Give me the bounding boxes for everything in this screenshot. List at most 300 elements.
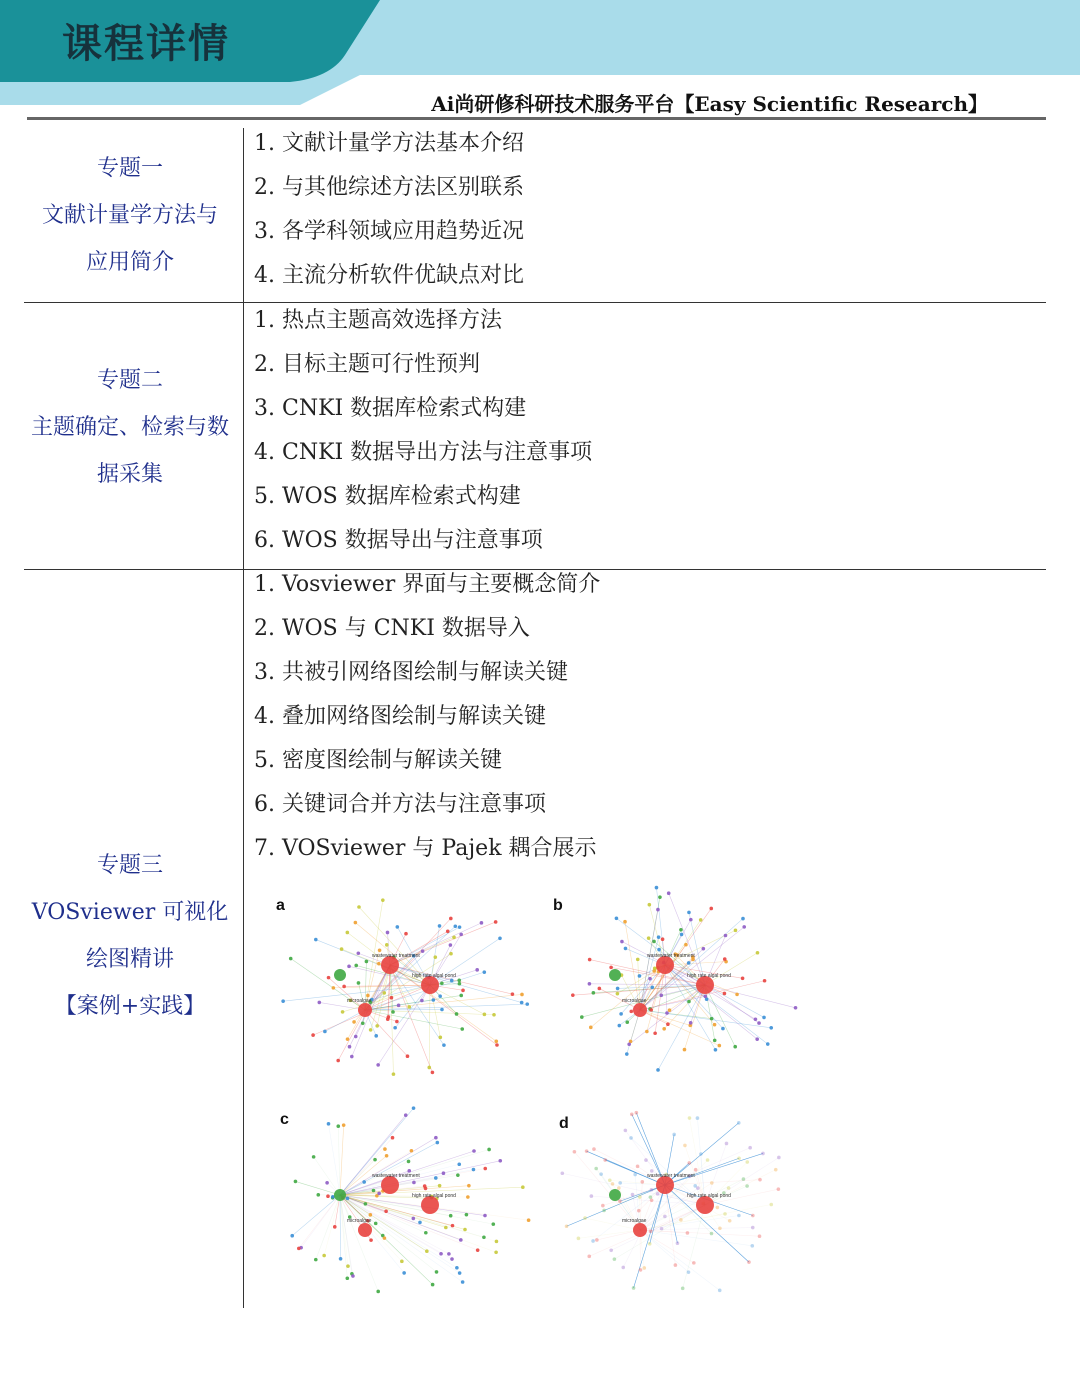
- network-node: [668, 1008, 672, 1012]
- network-node: [487, 1148, 491, 1152]
- network-node: [400, 1260, 404, 1264]
- network-panel-b: [545, 875, 815, 1085]
- network-node: [387, 1015, 391, 1019]
- topic-line: VOSviewer 可视化: [31, 900, 229, 925]
- network-node: [644, 1158, 648, 1162]
- network-node: [454, 925, 458, 929]
- network-node: [407, 1005, 411, 1009]
- network-node: [412, 1217, 416, 1221]
- network-node: [758, 1234, 762, 1238]
- network-node: [694, 1168, 698, 1172]
- network-node: [696, 1116, 700, 1120]
- topic-line: 应用简介: [85, 250, 174, 275]
- network-node: [650, 1188, 654, 1192]
- network-node: [297, 1247, 301, 1251]
- network-node: [463, 1228, 467, 1232]
- network-hub-node: [633, 1003, 647, 1017]
- network-node: [342, 985, 346, 989]
- network-node: [588, 982, 592, 986]
- network-node: [687, 1000, 691, 1004]
- network-node: [713, 1023, 717, 1027]
- platform-name: Ai尚研修科研技术服务平台【Easy Scientific Research】: [431, 92, 988, 116]
- network-node: [599, 1172, 603, 1176]
- network-edge: [640, 1230, 720, 1290]
- network-node: [395, 1020, 399, 1024]
- network-node: [425, 1249, 429, 1253]
- network-node: [404, 932, 408, 936]
- network-node: [648, 903, 652, 907]
- network-node: [314, 938, 318, 942]
- network-node-label: high rate algal pond: [412, 1193, 456, 1199]
- network-node: [458, 925, 462, 929]
- network-node: [652, 940, 656, 944]
- network-node: [396, 925, 400, 929]
- list-item: 2. 目标主题可行性预判: [254, 352, 480, 377]
- network-node: [625, 1052, 629, 1056]
- network-node: [617, 1186, 621, 1190]
- network-node: [758, 1178, 762, 1182]
- network-node: [382, 991, 386, 995]
- network-node: [459, 1238, 463, 1242]
- network-node: [713, 1039, 717, 1043]
- list-item: 2. WOS 与 CNKI 数据导入: [254, 616, 530, 641]
- network-node: [665, 1011, 669, 1015]
- network-node: [689, 1021, 693, 1025]
- network-node: [621, 1266, 625, 1270]
- network-edge: [295, 1181, 340, 1195]
- network-node: [657, 948, 661, 952]
- network-node: [625, 1020, 629, 1024]
- network-node: [347, 965, 351, 969]
- topic-3-title: [24, 842, 236, 1030]
- network-node: [465, 1213, 469, 1217]
- network-node: [766, 1042, 770, 1046]
- network-node: [467, 1184, 471, 1188]
- topic-2-list: [254, 306, 592, 570]
- network-node: [762, 1016, 766, 1020]
- network-node: [480, 921, 484, 925]
- network-node: [660, 1227, 664, 1231]
- network-node: [384, 1209, 388, 1213]
- network-node: [376, 1063, 380, 1067]
- network-node: [681, 1287, 685, 1291]
- network-node: [619, 1012, 623, 1016]
- network-edge: [640, 1230, 688, 1272]
- network-node: [461, 1280, 465, 1284]
- network-node: [289, 957, 293, 961]
- network-node: [577, 1237, 581, 1241]
- network-node: [434, 1176, 438, 1180]
- panel-label: a: [276, 897, 285, 914]
- network-node: [742, 1177, 746, 1181]
- network-panel-c: [270, 1095, 540, 1305]
- network-node: [392, 1072, 396, 1076]
- network-node: [689, 918, 693, 922]
- network-node-label: microalgae: [347, 1218, 372, 1224]
- network-node: [492, 1013, 496, 1017]
- network-node: [376, 1290, 380, 1294]
- network-node: [667, 891, 671, 895]
- network-edge: [705, 985, 764, 1017]
- network-node: [686, 1231, 690, 1235]
- network-node: [374, 1034, 378, 1038]
- network-node: [483, 1013, 487, 1017]
- network-edge: [340, 1195, 341, 1259]
- network-node: [560, 1171, 564, 1175]
- network-node: [369, 1213, 373, 1217]
- network-node: [648, 977, 652, 981]
- network-node: [595, 1238, 599, 1242]
- network-edge: [640, 1230, 694, 1263]
- network-node: [354, 1035, 358, 1039]
- network-node: [661, 937, 665, 941]
- network-node: [741, 917, 745, 921]
- network-node: [618, 1181, 622, 1185]
- network-node-label: high rate algal pond: [412, 973, 456, 979]
- network-node: [777, 1156, 781, 1160]
- network-hub-node: [633, 1223, 647, 1237]
- network-node: [684, 943, 688, 947]
- network-node: [378, 948, 382, 952]
- list-item: 5. WOS 数据库检索式构建: [254, 484, 521, 509]
- network-node: [632, 1286, 636, 1290]
- network-node: [688, 1116, 692, 1120]
- network-node: [592, 991, 596, 995]
- network-node: [601, 1204, 605, 1208]
- topic-1-list: [254, 129, 524, 305]
- network-node: [327, 1122, 331, 1126]
- network-node: [435, 1270, 439, 1274]
- network-node: [460, 1027, 464, 1031]
- network-node: [317, 1001, 321, 1005]
- network-node: [602, 1209, 606, 1213]
- network-hub-node: [609, 1189, 621, 1201]
- network-node-label: wastewater treatment: [647, 953, 695, 959]
- network-node: [751, 1214, 755, 1218]
- top-divider: [27, 117, 1046, 120]
- network-node: [769, 1203, 773, 1207]
- network-node: [672, 1133, 676, 1137]
- network-node-label: wastewater treatment: [372, 953, 420, 959]
- network-node: [456, 1173, 460, 1177]
- network-node: [714, 1048, 718, 1052]
- network-node: [439, 1036, 443, 1040]
- network-node: [723, 992, 727, 996]
- network-node: [687, 911, 691, 915]
- network-node: [649, 1195, 653, 1199]
- network-node: [322, 1254, 326, 1258]
- network-node: [657, 935, 661, 939]
- list-item: 3. CNKI 数据库检索式构建: [254, 396, 527, 421]
- network-edge: [705, 953, 757, 985]
- network-node: [656, 1068, 660, 1072]
- network-hub-node: [334, 969, 346, 981]
- topic-line: 专题二: [96, 368, 163, 393]
- network-node: [724, 934, 728, 938]
- network-node: [494, 1039, 498, 1043]
- network-node: [663, 1215, 667, 1219]
- network-node: [728, 1219, 732, 1223]
- network-node: [679, 1218, 683, 1222]
- network-node: [638, 974, 642, 978]
- network-node: [339, 1257, 343, 1261]
- network-node: [594, 1167, 598, 1171]
- network-graph-c: [270, 1095, 540, 1305]
- network-node: [421, 949, 425, 953]
- network-node: [418, 1221, 422, 1225]
- network-node: [449, 1214, 453, 1218]
- network-node: [459, 994, 463, 998]
- network-node: [674, 1263, 678, 1267]
- network-node: [402, 1271, 406, 1275]
- network-node: [369, 1238, 373, 1242]
- network-node: [751, 1226, 755, 1230]
- network-node: [647, 936, 651, 940]
- network-node: [366, 994, 370, 998]
- network-node: [325, 1181, 329, 1185]
- network-node: [434, 955, 438, 959]
- network-node-label: wastewater treatment: [372, 1173, 420, 1179]
- network-node: [377, 1192, 381, 1196]
- network-node: [449, 952, 453, 956]
- list-item: 1. Vosviewer 界面与主要概念简介: [254, 572, 601, 597]
- network-node: [314, 1258, 318, 1262]
- network-node: [459, 933, 463, 937]
- network-node: [639, 1268, 643, 1272]
- network-node: [294, 1180, 298, 1184]
- network-node: [461, 989, 465, 993]
- network-hub-node: [358, 1223, 372, 1237]
- network-node: [648, 1242, 652, 1246]
- network-node: [354, 921, 358, 925]
- network-node: [424, 1187, 428, 1191]
- network-node: [527, 1218, 531, 1222]
- topic-line: 主题确定、检索与数: [30, 415, 229, 440]
- network-node: [638, 1195, 642, 1199]
- network-node: [754, 1017, 758, 1021]
- list-item: 2. 与其他综述方法区别联系: [254, 175, 524, 200]
- network-node: [679, 928, 683, 932]
- network-node: [404, 1113, 408, 1117]
- network-node: [763, 979, 767, 983]
- network-node: [727, 1186, 731, 1190]
- network-panel-d: [545, 1095, 815, 1305]
- network-node: [747, 1260, 751, 1264]
- network-node: [483, 970, 487, 974]
- network-node: [609, 1249, 613, 1253]
- network-node: [372, 1189, 376, 1193]
- network-node: [653, 1031, 657, 1035]
- network-node: [316, 1193, 320, 1197]
- network-node: [637, 1209, 641, 1213]
- topic-2-title: [24, 357, 236, 498]
- network-node: [438, 994, 442, 998]
- network-node: [440, 981, 444, 985]
- panel-label: c: [280, 1111, 289, 1128]
- network-node: [757, 1021, 761, 1025]
- network-node-label: microalgae: [622, 998, 647, 1004]
- network-node: [609, 966, 613, 970]
- network-node: [369, 1028, 373, 1032]
- network-node: [662, 1027, 666, 1031]
- network-node: [723, 1212, 727, 1216]
- network-node: [442, 1171, 446, 1175]
- network-node: [498, 1159, 502, 1163]
- network-node: [658, 895, 662, 899]
- network-edge: [340, 1195, 463, 1282]
- topic-1-title: [24, 145, 236, 286]
- network-node: [455, 1012, 459, 1016]
- network-node: [629, 1136, 633, 1140]
- network-node: [710, 1181, 714, 1185]
- network-node: [588, 958, 592, 962]
- network-node: [482, 1235, 486, 1239]
- network-node: [475, 968, 479, 972]
- network-node: [483, 1167, 487, 1171]
- network-node: [590, 1194, 594, 1198]
- network-node: [498, 936, 502, 940]
- network-edges: [562, 1113, 779, 1291]
- network-node-label: microalgae: [622, 1218, 647, 1224]
- network-node: [755, 1037, 759, 1041]
- network-node: [616, 987, 620, 991]
- network-panel-a: [270, 875, 540, 1085]
- network-node: [451, 1224, 455, 1228]
- network-node: [340, 947, 344, 951]
- network-node: [458, 1271, 462, 1275]
- network-node: [449, 917, 453, 921]
- network-node: [472, 1149, 476, 1153]
- network-node: [357, 981, 361, 985]
- list-item: 3. 共被引网络图绘制与解读关键: [254, 660, 568, 685]
- network-node: [327, 976, 331, 980]
- network-node: [624, 947, 628, 951]
- network-node: [666, 1022, 670, 1026]
- network-node: [611, 1182, 615, 1186]
- list-item: 5. 密度图绘制与解读关键: [254, 748, 502, 773]
- network-node: [431, 1071, 435, 1075]
- network-node: [656, 908, 660, 912]
- network-node: [342, 1123, 346, 1127]
- network-node: [683, 1144, 687, 1148]
- network-node: [450, 979, 454, 983]
- network-node: [495, 1240, 499, 1244]
- network-node: [741, 976, 745, 980]
- list-item: 1. 热点主题高效选择方法: [254, 308, 502, 333]
- network-node: [774, 1168, 778, 1172]
- network-node: [737, 1214, 741, 1218]
- network-node: [629, 1010, 633, 1014]
- network-node: [336, 1124, 340, 1128]
- network-node: [491, 1222, 495, 1226]
- network-node: [432, 998, 436, 1002]
- network-node: [659, 993, 663, 997]
- network-node: [687, 961, 691, 965]
- network-node: [511, 992, 515, 996]
- topic-line: 据采集: [96, 462, 163, 487]
- network-node: [737, 1156, 741, 1160]
- network-node: [483, 1214, 487, 1218]
- network-graph-b: [545, 875, 815, 1085]
- network-node: [333, 1225, 337, 1229]
- network-node: [683, 1048, 687, 1052]
- network-node: [390, 996, 394, 1000]
- network-node: [440, 1008, 444, 1012]
- network-node: [427, 1066, 431, 1070]
- network-edge: [429, 985, 430, 1067]
- network-edges: [573, 888, 796, 1070]
- network-node: [580, 1015, 584, 1019]
- network-edge: [689, 1118, 705, 1205]
- network-node: [718, 1289, 722, 1293]
- network-edge: [314, 1157, 340, 1195]
- network-node: [761, 1152, 765, 1156]
- list-item: 6. WOS 数据导出与注意事项: [254, 528, 543, 553]
- network-node: [457, 978, 461, 982]
- network-node: [687, 1161, 691, 1165]
- network-node: [649, 1008, 653, 1012]
- topic-line: 文献计量学方法与: [41, 203, 218, 228]
- network-node: [323, 1030, 327, 1034]
- network-node: [375, 1024, 379, 1028]
- network-node-label: microalgae: [347, 998, 372, 1004]
- network-node: [290, 1234, 294, 1238]
- network-node: [381, 898, 385, 902]
- network-node: [354, 964, 358, 968]
- network-node: [718, 1044, 722, 1048]
- network-node: [680, 933, 684, 937]
- network-node: [455, 1266, 459, 1270]
- network-hub-node: [358, 1003, 372, 1017]
- network-node: [656, 1192, 660, 1196]
- network-node: [676, 1241, 680, 1245]
- network-node: [446, 930, 450, 934]
- network-node: [573, 1150, 577, 1154]
- network-node: [312, 1155, 316, 1159]
- network-node: [642, 1266, 646, 1270]
- page-title: 课程详情: [62, 21, 230, 67]
- network-edges: [283, 900, 527, 1074]
- network-node: [624, 1129, 628, 1133]
- network-graph-d: [545, 1095, 815, 1305]
- network-edge: [683, 1205, 705, 1288]
- panel-label: d: [559, 1115, 569, 1132]
- network-node: [571, 993, 575, 997]
- network-node: [383, 1147, 387, 1151]
- network-node: [346, 931, 350, 935]
- table-column-divider: [243, 128, 244, 1308]
- network-edge: [665, 1158, 739, 1185]
- network-node: [733, 1045, 737, 1049]
- network-node: [431, 1283, 435, 1287]
- network-node: [438, 1184, 442, 1188]
- network-node: [383, 1236, 387, 1240]
- network-node: [520, 1001, 524, 1005]
- list-item: 7. VOSviewer 与 Pajek 耦合展示: [254, 836, 597, 861]
- network-node: [442, 1043, 446, 1047]
- network-node: [412, 1181, 416, 1185]
- network-node: [346, 1264, 350, 1268]
- network-node-label: high rate algal pond: [687, 973, 731, 979]
- network-node-label: high rate algal pond: [687, 1193, 731, 1199]
- network-node: [735, 993, 739, 997]
- network-node: [452, 936, 456, 940]
- network-node: [620, 940, 624, 944]
- network-node: [748, 1146, 752, 1150]
- network-node: [723, 957, 727, 961]
- network-node: [393, 1026, 397, 1030]
- network-node: [520, 993, 524, 997]
